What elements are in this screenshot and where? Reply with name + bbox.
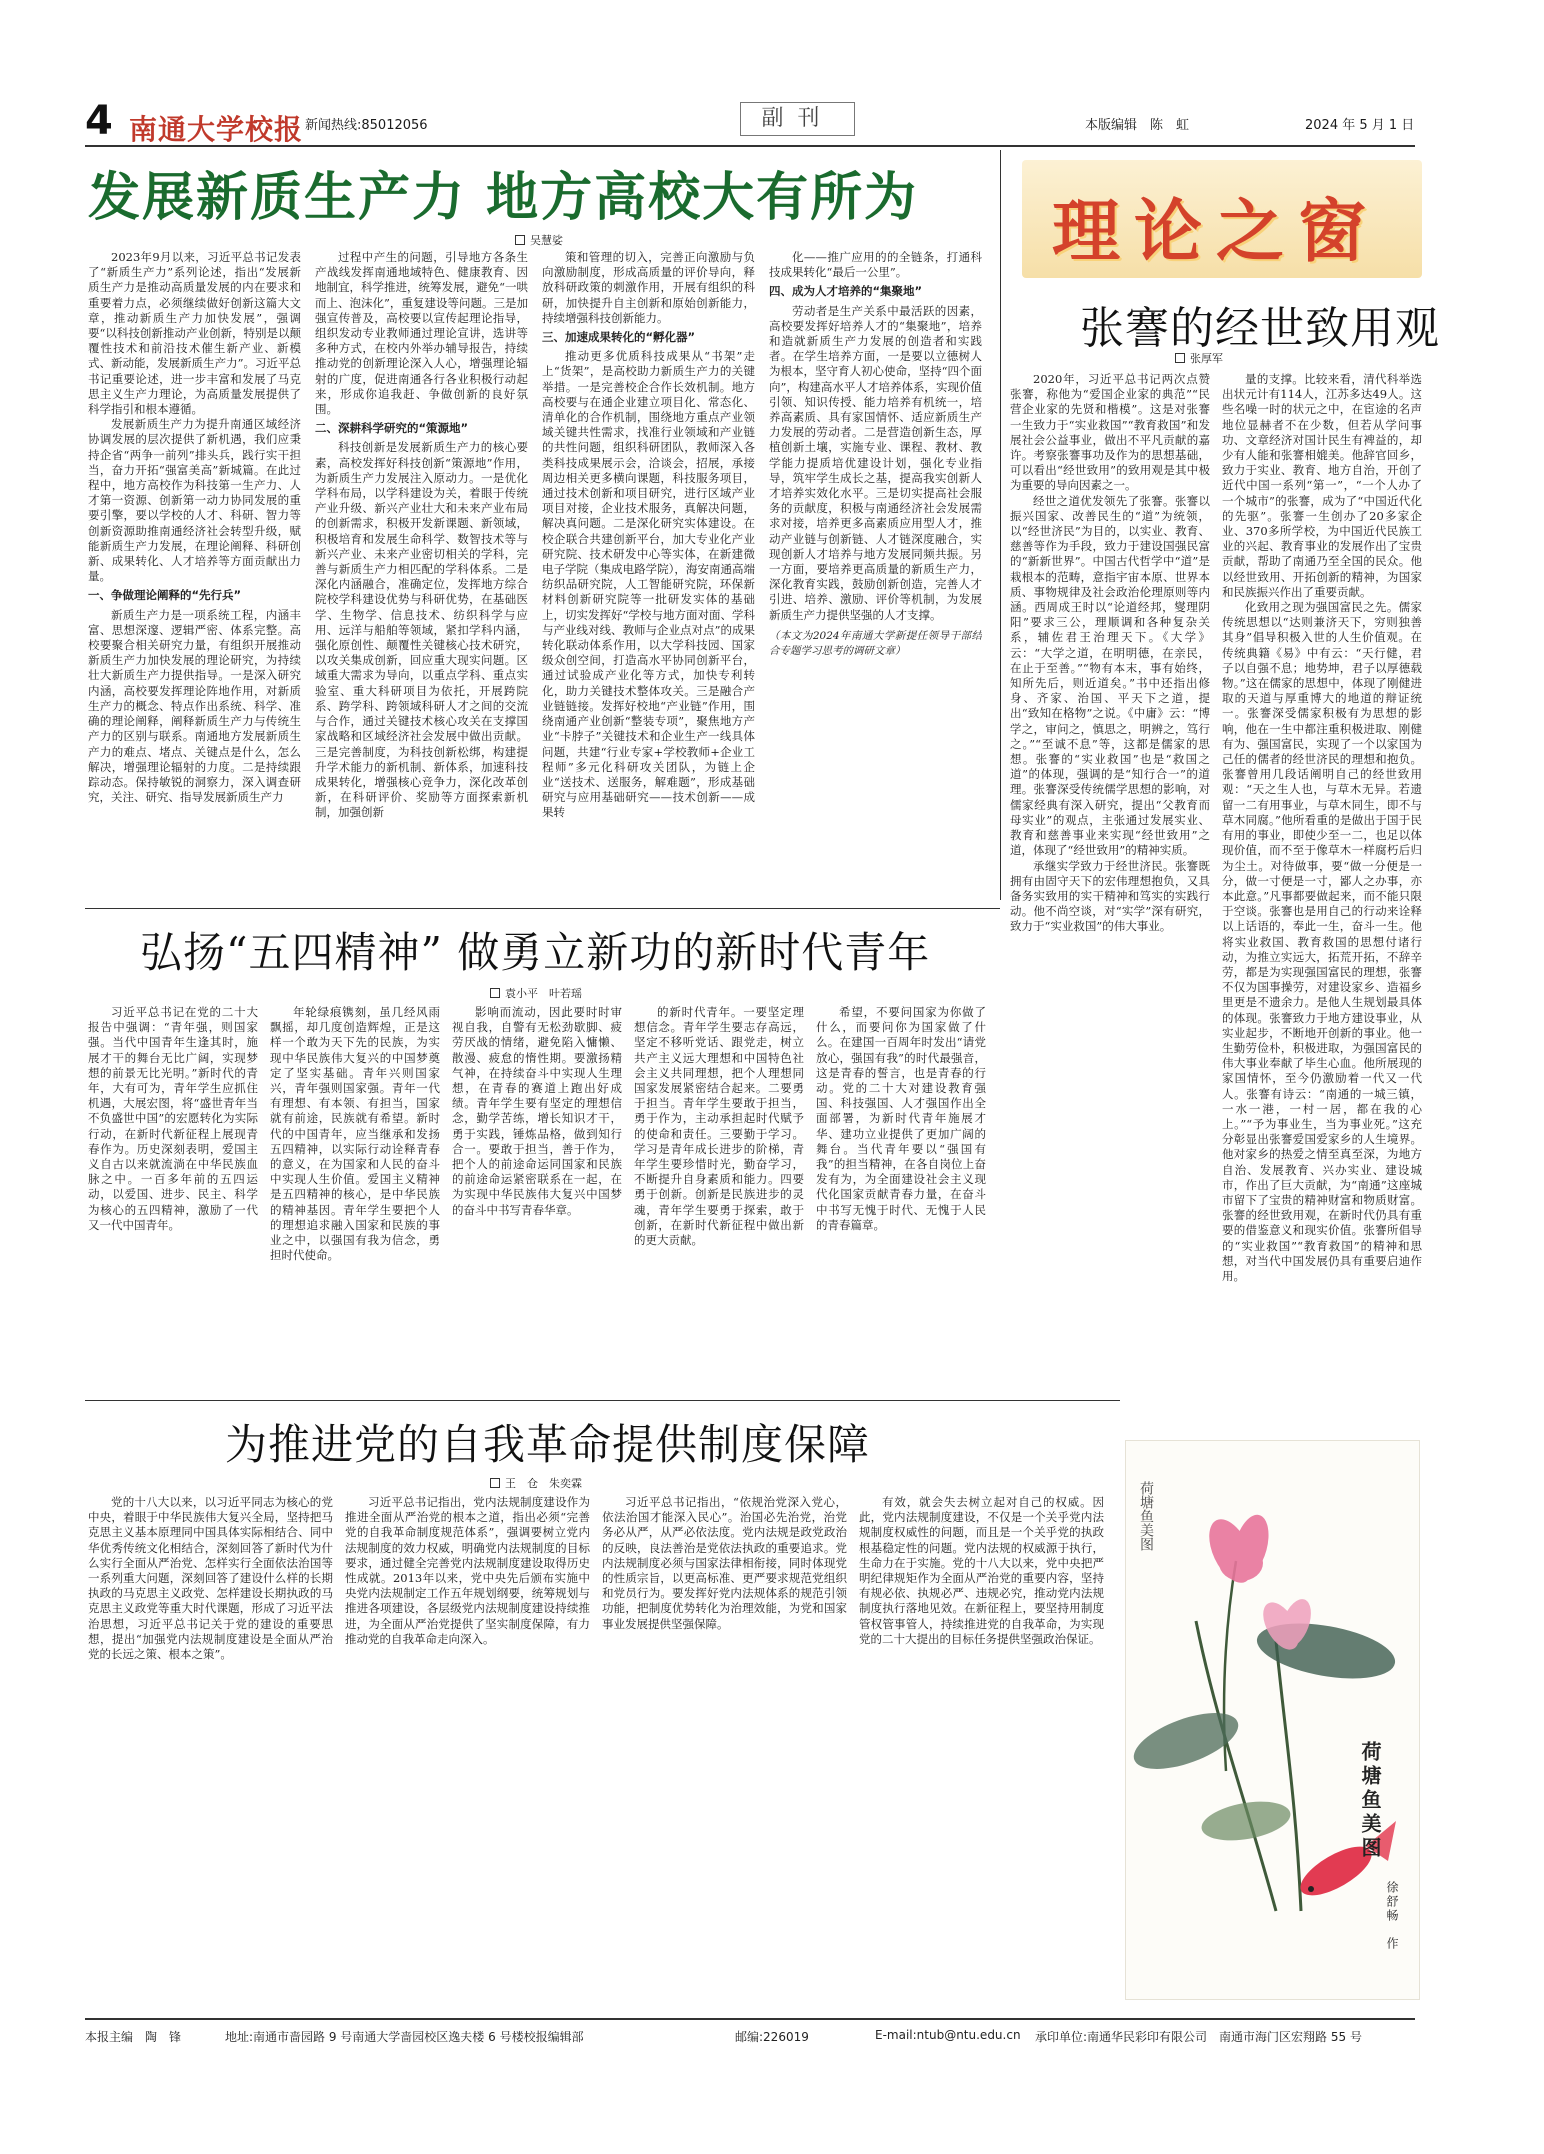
article3-column-3: 影响而流动，因此要时时审视自我，自警有无松劲歇脚、疲劳厌战的情绪，避免陷入慵懒、散漫、疲怠的惰性期。要激扬精气神，在持续奋斗中实现人生理想，在青春的赛道上跑出好成绩。青年学生要有坚定的理想信念，勤学苦练，增长知识才干，勇于实践，锤炼品格，做到知行合一。要敢于担当，善于作为，把个人的前途命运同国家和民族的前途命运紧密联系在一起，在为实现中华民族伟大复兴中国梦的奋斗中书写青春华章。 <box>452 1005 622 1217</box>
banner-text: 理论之窗 <box>1052 192 1381 272</box>
article4-column-1: 党的十八大以来，以习近平同志为核心的党中央，着眼于中华民族伟大复兴全局，坚持把马克思主义基本原理同中国具体实际相结合、同中华优秀传统文化相结合，深刻回答了新时代为什么实行全面从严治党、怎样实行全面依法治国等一系列重大问题，深刻回答了建设什么样的长期执政的马克思主义政党、怎样建设长期执政的马克思主义政党等重大时代课题，形成了习近平法治思想，习近平总书记关于党的建设的重要思想，提出“加强党内法规制度建设是全面从严治党的长远之策、根本之策”。 <box>88 1495 333 1662</box>
page-number: 4 <box>85 98 113 144</box>
article4-column-2: 习近平总书记指出，党内法规制度建设作为推进全面从严治党的根本之道，指出必须“完善党的自我革命制度规范体系”，强调要树立党内法规制度的效力权威，明确党内法规制度的目标要求，通过健全完善党内法规制度建设取得历史性成就。2013年以来，党中央先后颁布实施中央党内法规制定工作五年规划纲要，统筹规划与推进各项建设，各层级党内法规制度建设持续推进，为全面从严治党提供了坚实制度保障，有力推动党的自我革命走向深入。 <box>345 1495 590 1646</box>
lotus-flower <box>1200 1511 1274 1589</box>
article3-column-2: 年轮绿痕镌刻，虽几经风雨飘摇，却几度创造辉煌，正是这样一个敢为天下先的民族，为实现中华民族伟大复兴的中国梦奠定了坚实基础。青年兴则国家兴，青年强则国家强。青年一代有理想、有本领、有担当，国家就有前途，民族就有希望。新时代的中国青年，应当继承和发扬五四精神，以实际行动诠释青春的意义，在为国家和人民的奋斗中实现人生价值。爱国主义精神是五四精神的核心，是中华民族的精神基因。青年学生要把个人的理想追求融入国家和民族的事业之中，以强国有我为信念，勇担时代使命。 <box>270 1005 440 1263</box>
article1-note: （本文为2024年南通大学新提任领导干部结合专题学习思考的调研文章） <box>769 629 982 658</box>
article3-byline: 袁小平 叶若瑶 <box>490 985 582 1001</box>
printer: 承印单位:南通华民彩印有限公司 南通市海门区宏翔路 55 号 <box>1035 2030 1362 2044</box>
article1-byline: 吴慧娑 <box>515 232 563 248</box>
article2-column-1: 2020年，习近平总书记两次点赞张謇，称他为“爱国企业家的典范”“民营企业家的先贤和楷模”。这是对张謇一生致力于“实业救国”“教育救国”和发展社会公益事业，做出不平凡贡献的嘉许。考察张謇事功及作为的思想基础，可以看出“经世致用”的致用观是其中极为重要的导向因素之一。 经世之道优发领先了张謇。张謇以振兴国家、改善民生的“道”为统领，以“经世济民”为目的，以实业、教育、慈善等作为手段，致力于建设国强民富的“新新世界”。中国古代哲学中“道”是栽根本的范畴，意指宇宙本原、世界本质、事物规律及社会政治伦理原则等内涵。西周成王时以“论道经邦，燮理阴阳”要求三公，理顺调和各种复杂关系，辅佐君王治理天下。《大学》云：“大学之道，在明明德，在亲民，在止于至善。”“物有本末，事有始终，知所先后，则近道矣。”书中还指出修身、齐家、治国、平天下之道，提出“致知在格物”之说。《中庸》云：“博学之，审问之，慎思之，明辨之，笃行之。”“至诚不息”等，这都是儒家的思想。张謇的“实业救国”也是“救国之道”的体现，强调的是“知行合一”的道理。张謇深受传统儒学思想的影响，对儒家经典有深入研究，提出“父教育而母实业”的观点，主张通过发展实业、教育和慈善事业来实现“经世致用”之道，体现了“经世致用”的精神实质。 承继实学致力于经世济民。张謇既拥有由固守天下的宏伟理想抱负，又具备务实致用的实干精神和笃实的实践行动。他不尚空谈，对“实学”深有研究，致力于“实业救国”的伟大事业。 <box>1010 372 1210 934</box>
article1-column-1: 2023年9月以来，习近平总书记发表了“新质生产力”系列论述，指出“发展新质生产力是推动高质量发展的内在要求和重要着力点，必须继续做好创新这篇大文章，推动新质生产力加快发展”，强调要“以科技创新推动产业创新，特别是以颠覆性技术和前沿技术催生新产业、新模式、新动能，发展新质生产力”。习近平总书记重要论述，进一步丰富和发展了马克思主义生产力理论，为高质量发展提供了科学指引和根本遵循。 发展新质生产力为提升南通区域经济协调发展的层次提供了新机遇，我们应秉持企省“两争一前列”排头兵，践行实干担当，奋力开拓“强富美高”新城篇。在此过程中，地方高校作为科技第一生产力、人才第一资源、创新第一动力协同发展的重要引擎，要以学校的人才、科研、智力等创新资源助推南通经济社会转型升级，赋能新质生产力发展，在理论阐释、科研创新、成果转化、人才培养等方面贡献出力量。 一、争做理论阐释的“先行兵” 新质生产力是一项系统工程，内涵丰富、思想深邃、逻辑严密、体系完整。高校要聚合相关研究力量，有组织开展推动新质生产力加快发展的理论研究，为持续壮大新质生产力提供指导。一是深入研究内涵，高校要发挥理论阵地作用，对新质生产力的概念、特点作出系统、科学、准确的理论阐释，阐释新质生产力与传统生产力的区别与联系。南通地方发展新质生产力的难点、堵点、关键点是什么，怎么解决，增强理论辐射的力度。二是持续跟踪动态。保持敏锐的洞察力，深入调查研究，关注、研究、指导发展新质生产力 <box>88 250 301 805</box>
article4-title: 为推进党的自我革命提供制度保障 <box>225 1420 871 1469</box>
article3-column-1: 习近平总书记在党的二十大报告中强调：“青年强，则国家强。当代中国青年生逢其时，施展才干的舞台无比广阔，实现梦想的前景无比光明。”新时代的青年，大有可为，青年学生应抓住机遇，大展宏图，将“盛世青年当不负盛世中国”的宏愿转化为实际行动，在新时代新征程上展现青春作为。历史深刻表明，爱国主义自古以来就流淌在中华民族血脉之中。一百多年前的五四运动，以爱国、进步、民主、科学为核心的五四精神，激励了一代又一代中国青年。 <box>88 1005 258 1232</box>
page-editor: 本版编辑 陈 虹 <box>1085 118 1190 133</box>
article4-column-3: 习近平总书记指出，“依规治党深入党心，依法治国才能深入民心”。治国必先治党，治党务必从严，从严必依法度。党内法规是政党政治的反映，良法善治是党依法执政的重要追求。党内法规制度必须与国家法律相衔接，同时体现党的性质宗旨，以更高标准、更严要求规范党组织和党员行为。要发挥好党内法规体系的规范引领功能，把制度优势转化为治理效能，为党和国家事业发展提供坚强保障。 <box>602 1495 847 1631</box>
article4-top-rule <box>85 1400 1120 1401</box>
article2-byline: 张厚军 <box>1175 350 1223 366</box>
issue-date: 2024 年 5 月 1 日 <box>1305 118 1415 133</box>
article1-title: 发展新质生产力 地方高校大有所为 <box>88 167 919 228</box>
footer <box>85 2025 1415 2047</box>
lotus-fish-painting <box>1125 1440 1420 2000</box>
article2-title: 张謇的经世致用观 <box>1080 303 1440 354</box>
article1-column-2: 过程中产生的问题，引导地方各条生产战线发挥南通地域特色、健康教育、因地制宜，科学推进，统筹发展，避免“一哄而上、泡沫化”，重复建设等问题。三是加强宣传普及，高校要以宣传起理论指导，组织发动专业教师通过理论宣讲，选讲等多种方式，在校内外举办辅导报告，持续推动党的创新理论深入人心，增强理论辐射的广度，促进南通各行各业积极行动起来，形成你追我赶、争做创新的良好氛围。 二、深耕科学研究的“策源地” 科技创新是发展新质生产力的核心要素，高校发挥好科技创新“策源地”作用，为新质生产力发展注入原动力。一是优化学科布局，以学科建设为关，着眼于传统产业升级、新兴产业壮大和未来产业布局的创新需求，积极开发新课题、新领域，积极培育和发展生命科学、数智技术等与新兴产业、未来产业密切相关的学科，完善与新质生产力相匹配的学科体系。二是深化内涵融合，准确定位，发挥地方综合院校学科建设优势与科研优势，在基础医学、生物学、信息技术、纺织科学与应用、远洋与船舶等领域，紧扣学科内涵，强化原创性、颠覆性关键核心技术研究，以攻关集成创新，回应重大现实问题。区域重大需求为导向，以重点学科、重点实验室、重大科研项目为依托，开展跨院系、跨学科、跨领域科研人才之间的交流与合作，通过关键技术核心攻关在支撑国家战略和区域经济社会发展中做出贡献。三是完善制度，为科技创新松绑，构建提升学术能力的新机制、新体系，加速科技成果转化，增强核心竞争力，深化改革创新，在科研评价、奖励等方面探索新机制，加强创新 <box>315 250 528 820</box>
hotline: 新闻热线:85012056 <box>305 118 428 133</box>
article3-title: 弘扬“五四精神” 做勇立新功的新时代青年 <box>140 928 931 977</box>
article1-subheading-1: 一、争做理论阐释的“先行兵” <box>88 588 242 603</box>
paper-name: 南通大学校报 <box>129 113 304 146</box>
theory-window-banner <box>1022 160 1422 278</box>
masthead <box>85 98 1415 146</box>
painting-inscription: 荷塘鱼美图 <box>1138 1481 1154 1551</box>
chief-editor: 本报主编 陶 锋 <box>85 2030 182 2044</box>
column-divider <box>1000 150 1001 900</box>
painting-author: 徐舒畅 作 <box>1385 1881 1399 1951</box>
article1-column-3: 策和管理的切入，完善正向激励与负向激励制度，形成高质量的评价导向，释放科研政策的刺激作用，开展有组织的科研，加快提升自主创新和原始创新能力，持续增强科技创新能力。 三、加速成果转化的“孵化器” 推动更多优质科技成果从“书架”走上“货架”，是高校助力新质生产力的关键举措。一是完善校企合作长效机制。地方高校要与在通企业建立项目化、常态化、清单化的合作机制，围绕地方重点产业领域关键共性需求，找准行业领域和产业链的共性问题，组织科研团队，教师深入各类科技成果展示会，洽谈会，招展，承接周边相关更多横向课题，科技服务项目，通过技术创新和项目研究，进行区域产业项目对接，企业技术服务，真解决问题，解决真问题。二是深化研究实体建设。在校企联合共建创新平台，加大专业化产业研究院、技术研发中心等实体，在新建微电子学院（集成电路学院），海安南通高端纺织品研究院，人工智能研究院，环保新材料创新研究院等一批研发实体的基础上，切实发挥好“学校与地方面对面、学科与产业线对线、教师与企业点对点”的成果转化联动体系作用，以大学科技园、国家级众创空间，打造高水平协同创新平台，通过试验成产业化等方式，加快专利转化，助力关键技术整体攻关。三是融合产业链链接。发挥好校地“产业链”作用，围绕南通产业创新“整装专项”，聚焦地方产业“卡脖子”关键技术和企业生产一线具体问题，共建“行业专家+学校教师+企业工程师”多元化科研攻关团队，为链上企业“送技术、送服务，解难题”，形成基础研究与应用基础研究——技术创新——成果转 <box>542 250 755 820</box>
header-rule <box>85 145 1415 147</box>
article3-column-4: 的新时代青年。一要坚定理想信念。青年学生要志存高远，坚定不移听党话、跟党走，树立共产主义远大理想和中国特色社会主义共同理想，把个人理想同国家发展紧密结合起来。二要勇于担当。青年学生要敢于担当，勇于作为，主动承担起时代赋予的使命和责任。三要勤于学习。学习是青年成长进步的阶梯，青年学生要珍惜时光，勤奋学习，不断提升自身素质和能力。四要勇于创新。创新是民族进步的灵魂，青年学生要勇于探索，敢于创新，在新时代新征程中做出新的更大贡献。 <box>634 1005 804 1248</box>
email: E-mail:ntub@ntu.edu.cn <box>875 2028 1021 2042</box>
footer-rule <box>85 2018 1415 2020</box>
article1-subheading-4: 四、成为人才培养的“集聚地” <box>769 284 923 299</box>
article1-subheading-2: 二、深耕科学研究的“策源地” <box>315 421 469 436</box>
article2-column-2: 量的支撑。比较来看，清代科举选出状元计有114人，江苏多达49人。这些名噪一时的状元之中，在宦途的名声地位显赫者不在少数，但若从学问事功、文章经济对国计民生有裨益的，却少有人能和张謇相媲美。他辞官回乡，致力于实业、教育、地方自治，开创了近代中国一系列“第一”，“一个人办了一个城市”的张謇，成为了“中国近代化的先驱”。张謇一生创办了20多家企业、370多所学校，为中国近代民族工业的兴起、教育事业的发展作出了宝贵贡献，帮助了南通乃至全国的民众。他以经世致用、开拓创新的精神，为国家和民族振兴作出了重要贡献。 化致用之现为强国富民之先。儒家传统思想以“达则兼济天下，穷则独善其身”倡导积极入世的人生价值观。在传统典籍《易》中有云：“天行健，君子以自强不息；地势坤，君子以厚德载物。”这在儒家的思想中，体现了刚健进取的天道与厚重博大的地道的辩证统一。张謇深受儒家积极有为思想的影响，他在一生中都注重积极进取、刚健有为、强国富民，实现了一个以家国为己任的儒者的经世济民的理想和抱负。张謇曾用几段话阐明自己的经世致用观：“天之生人也，与草木无异。若遗留一二有用事业，与草木同生，即不与草木同腐。”他所看重的是做出于国于民有用的事业，即使少至一二，也足以体现价值，而不至于像草木一样腐朽后归为尘土。对待做事，要“做一分便是一分，做一寸便是一寸，鄙人之办事，亦本此意。”凡事都要做起来，而不能只限于空谈。张謇也是用自己的行动来诠释以上话语的，奉此一生，奋斗一生。他将实业救国、教育救国的思想付诸行动，为推立实远大，拓荒开拓，不辞辛劳，都是为实现强国富民的理想，张謇不仅为国事操劳，对建设家乡、造福乡里更是不遗余力。是他人生规划最具体的体现。张謇致力于地方建设事业，从实业起步，不断地开创新的事业。他一生勤劳俭朴，积极进取，为强国富民的伟大事业奉献了毕生心血。他所展现的家国情怀，至今仍激励着一代又一代人。张謇有诗云：“南通的一城三镇，一水一港，一村一居，都在我的心上。”“予为事业生，当为事业死。”这充分彰显出张謇爱国爱家乡的人生境界。他对家乡的热爱之情至真至深，为地方自治、发展教育、兴办实业、建设城市，作出了巨大贡献，为“南通”这座城市留下了宝贵的精神财富和物质财富。张謇的经世致用观，在新时代仍具有重要的借鉴意义和现实价值。张謇所倡导的“实业救国”“教育救国”的精神和思想，对当代中国发展仍具有重要启迪作用。 <box>1222 372 1422 1283</box>
address: 地址:南通市啬园路 9 号南通大学啬园校区逸夫楼 6 号楼校报编辑部 <box>225 2030 584 2044</box>
postcode: 邮编:226019 <box>735 2030 809 2044</box>
painting-title: 荷塘鱼美图 <box>1358 1741 1382 1861</box>
article4-byline: 王 仓 朱奕霖 <box>490 1475 582 1491</box>
article1-column-4: 化——推广应用的的全链条，打通科技成果转化“最后一公里”。 四、成为人才培养的“集聚地” 劳动者是生产关系中最活跃的因素，高校要发挥好培养人才的“集聚地”，培养和造就新质生产力发展的创造者和实践者。在学生培养方面，一是要以立德树人为根本，坚守育人初心使命，坚持“四个面向”，构建高水平人才培养体系，实现价值引领、知识传授、能力培养有机统一，培养高素质、具有家国情怀、适应新质生产力发展的劳动者。二是营造创新生态，厚植创新土壤，实施专业、课程、教材、教学能力提质培优建设计划，强化专业指导，筑牢学生成长之基，提高我实创新人才培养实效化水平。三是切实提高社会服务的贡献度，积极与南通经济社会发展需求对接，培养更多高素质应用型人才，推动产业链与创新链、人才链深度融合，实现创新人才培养与地方发展同频共振。另一方面，要培养更高质量的新质生产力，深化教育实践，鼓励创新创造，完善人才引进、培养、激励、评价等机制，为发展新质生产力提供坚强的人才支撑。 （本文为2024年南通大学新提任领导干部结合专题学习思考的调研文章） <box>769 250 982 900</box>
painting-artwork <box>1126 1441 1420 2000</box>
section-label: 副刊 <box>740 102 855 136</box>
article1-subheading-3: 三、加速成果转化的“孵化器” <box>542 330 696 345</box>
article3-column-5: 希望，不要问国家为你做了什么，而要问你为国家做了什么。在建国一百周年时发出“请党放心，强国有我”的时代最强音，这是青春的誓言，也是青春的行动。党的二十大对建设教育强国、科技强国、人才强国作出全面部署，为新时代青年施展才华、建功立业提供了更加广阔的舞台。当代青年要以“强国有我”的担当精神，在各自岗位上奋发有为，为全面建设社会主义现代化国家贡献青春力量，在奋斗中书写无愧于时代、无愧于人民的青春篇章。 <box>816 1005 986 1232</box>
article4-column-4: 有效，就会失去树立起对自己的权威。因此，党内法规制度建设，不仅是一个关乎党内法规制度权威性的问题，而且是一个关乎党的执政根基稳定性的问题。党内法规的权威源于执行，生命力在于实施。党的十八大以来，党中央把严明纪律规矩作为全面从严治党的重要内容，坚持有规必依、执规必严、违规必究，推动党内法规制度执行落地见效。在新征程上，要坚持用制度管权管事管人，持续推进党的自我革命，为实现党的二十大提出的目标任务提供坚强政治保证。 <box>859 1495 1104 1646</box>
article3-top-rule <box>85 908 1000 909</box>
